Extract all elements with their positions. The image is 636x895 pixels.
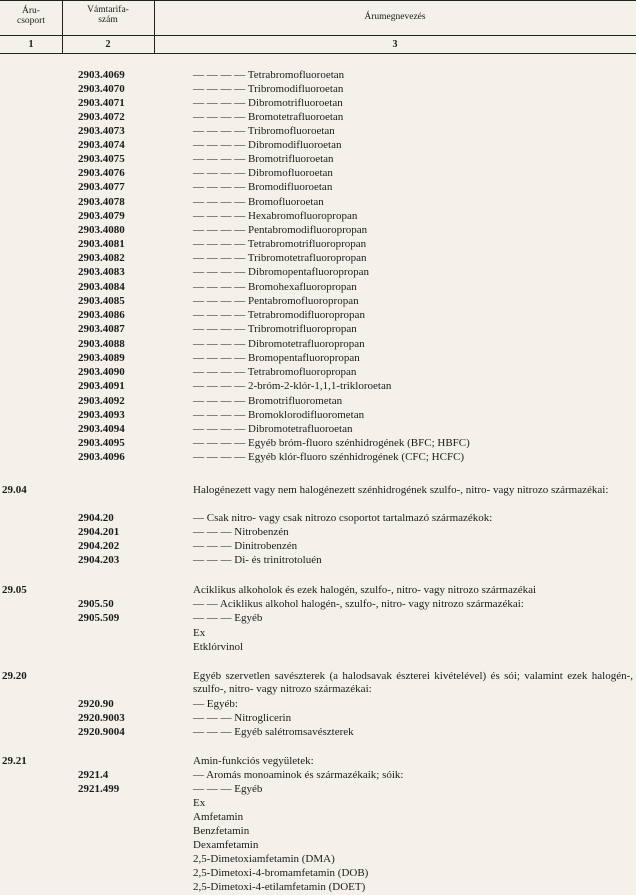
row-description: — — — Egyéb xyxy=(193,612,263,624)
row-description: — — — — Bromotetrafluoroetan xyxy=(193,111,344,123)
group-title: Aciklikus alkoholok és ezek halogén, szulfo-, nitro- vagy nitrozo származékai xyxy=(193,584,537,596)
row-description: — — — — Tribromodifluoroetan xyxy=(193,83,344,95)
row-code: 2903.4080 xyxy=(78,224,125,236)
row-description: — — — — Dibromotetrafluoropropan xyxy=(193,338,365,350)
row-code: 2903.4077 xyxy=(78,181,125,193)
row-code: 2903.4081 xyxy=(78,238,125,250)
header-mid-rule xyxy=(0,35,636,36)
row-description: — — — — Tetrabromofluoropropan xyxy=(193,366,357,378)
header-bottom-rule xyxy=(0,53,636,54)
row-code: 2903.4090 xyxy=(78,366,125,378)
group-number: 29.05 xyxy=(2,584,27,596)
group-number: 29.21 xyxy=(2,755,27,767)
row-code: 2903.4072 xyxy=(78,111,125,123)
row-description: — — — — Hexabromofluoropropan xyxy=(193,210,358,222)
header-top-rule xyxy=(0,0,636,1)
row-description: — — — — Egyéb bróm-fluoro szénhidrogének (BFC; HBFC) xyxy=(193,437,470,449)
header-num-1: 1 xyxy=(28,39,34,50)
row-code: 2903.4069 xyxy=(78,69,125,81)
row-description: — — — — Tribromotetrafluoropropan xyxy=(193,252,367,264)
substance-item: Amfetamin xyxy=(193,811,244,823)
row-description: — — — — Dibromodifluoroetan xyxy=(193,139,342,151)
substance-item: Dexamfetamin xyxy=(193,839,259,851)
row-code: 2921.499 xyxy=(78,783,120,795)
substance-item: 2,5-Dimetoxiamfetamin (DMA) xyxy=(193,853,335,865)
header-col-description: Árumegnevezés xyxy=(364,12,426,22)
row-code: 2903.4091 xyxy=(78,380,125,392)
row-description: — — — — Dibromofluoroetan xyxy=(193,167,333,179)
row-code: 2903.4093 xyxy=(78,409,125,421)
substance-item: 2,5-Dimetoxi-4-etilamfetamin (DOET) xyxy=(193,881,366,893)
row-code: 2920.9003 xyxy=(78,712,125,724)
row-code: 2903.4078 xyxy=(78,196,125,208)
row-code: 2905.50 xyxy=(78,598,114,610)
row-description: — — — — Bromofluoroetan xyxy=(193,196,324,208)
group-title: Egyéb szervetlen savészterek (a halodsavak észterei kivételével) és sói; valamint ezek halogén-, szulfo-, nitro- vagy nitrozo származékai: xyxy=(193,670,633,695)
row-description: — — — — Tribromotrifluoropropan xyxy=(193,323,357,335)
row-code: 2903.4089 xyxy=(78,352,125,364)
row-description: — — — — Bromotrifluoroetan xyxy=(193,153,334,165)
row-description: — — — — Tetrabromotrifluoropropan xyxy=(193,238,367,250)
header-col-code: Vámtarifa- szám xyxy=(87,5,129,25)
row-code: 2903.4082 xyxy=(78,252,125,264)
row-code: 2903.4076 xyxy=(78,167,125,179)
substance-item: Benzfetamin xyxy=(193,825,250,837)
row-code: 2903.4087 xyxy=(78,323,125,335)
row-code: 2904.203 xyxy=(78,554,120,566)
row-code: 2903.4096 xyxy=(78,451,125,463)
row-code: 2920.90 xyxy=(78,698,114,710)
row-description: — — — Egyéb xyxy=(193,783,263,795)
row-code: 2903.4085 xyxy=(78,295,125,307)
row-code: 2904.20 xyxy=(78,512,114,524)
group-number: 29.04 xyxy=(2,484,27,496)
row-description: — — — — Egyéb klór-fluoro szénhidrogének (CFC; HCFC) xyxy=(193,451,465,463)
substance-item: 2,5-Dimetoxi-4-bromamfetamin (DOB) xyxy=(193,867,369,879)
row-code: 2903.4084 xyxy=(78,281,125,293)
row-description: — Aromás monoaminok és származékaik; sóik: xyxy=(193,769,404,781)
substance-item: Etklórvinol xyxy=(193,641,244,653)
row-description: — — — — Dibromotrifluoroetan xyxy=(193,97,343,109)
row-description: — — — — 2-bróm-2-klór-1,1,1-trikloroetan xyxy=(193,380,392,392)
row-description: — — — Egyéb salétromsavészterek xyxy=(193,726,354,738)
row-code: 2903.4075 xyxy=(78,153,125,165)
row-description: — — — Nitrobenzén xyxy=(193,526,289,538)
row-code: 2905.509 xyxy=(78,612,120,624)
row-description: — Egyéb: xyxy=(193,698,238,710)
row-description: — — — — Bromodifluoroetan xyxy=(193,181,333,193)
row-description: — — — — Tribromofluoroetan xyxy=(193,125,335,137)
row-code: 2904.202 xyxy=(78,540,120,552)
row-code: 2903.4095 xyxy=(78,437,125,449)
group-title: Amin-funkciós vegyületek: xyxy=(193,755,314,767)
row-description: — — — — Dibromopentafluoropropan xyxy=(193,266,369,278)
row-description: — — — — Bromopentafluoropropan xyxy=(193,352,360,364)
ex-marker: Ex xyxy=(193,797,206,809)
group-title: Halogénezett vagy nem halogénezett szénhidrogének szulfo-, nitro- vagy nitrozo származékai: xyxy=(193,484,609,496)
row-code: 2904.201 xyxy=(78,526,120,538)
group-number: 29.20 xyxy=(2,670,27,682)
row-description: — — Aciklikus alkohol halogén-, szulfo-, nitro- vagy nitrozo származékai: xyxy=(193,598,524,610)
row-code: 2903.4073 xyxy=(78,125,125,137)
row-description: — — — — Dibromotetrafluoroetan xyxy=(193,423,353,435)
row-description: — — — — Tetrabromofluoroetan xyxy=(193,69,345,81)
row-code: 2921.4 xyxy=(78,769,109,781)
ex-marker: Ex xyxy=(193,627,206,639)
header-num-2: 2 xyxy=(105,39,111,50)
row-description: — — — — Tetrabromodifluoropropan xyxy=(193,309,365,321)
row-description: — — — — Pentabromofluoropropan xyxy=(193,295,359,307)
row-description: — — — — Bromohexafluoropropan xyxy=(193,281,357,293)
header-col-group: Áru- csoport xyxy=(17,6,45,26)
row-code: 2903.4083 xyxy=(78,266,125,278)
row-description: — — — Dinitrobenzén xyxy=(193,540,298,552)
row-code: 2903.4088 xyxy=(78,338,125,350)
row-code: 2903.4074 xyxy=(78,139,125,151)
row-code: 2903.4079 xyxy=(78,210,125,222)
row-code: 2903.4071 xyxy=(78,97,125,109)
row-description: — Csak nitro- vagy csak nitrozo csoportot tartalmazó származékok: xyxy=(193,512,493,524)
row-code: 2920.9004 xyxy=(78,726,125,738)
row-code: 2903.4094 xyxy=(78,423,125,435)
row-code: 2903.4086 xyxy=(78,309,125,321)
row-code: 2903.4092 xyxy=(78,395,125,407)
row-description: — — — — Bromotrifluorometan xyxy=(193,395,343,407)
row-description: — — — — Bromoklorodifluorometan xyxy=(193,409,365,421)
row-code: 2903.4070 xyxy=(78,83,125,95)
row-description: — — — — Pentabromodifluoropropan xyxy=(193,224,368,236)
row-description: — — — Di- és trinitrotoluén xyxy=(193,554,322,566)
row-description: — — — Nitroglicerin xyxy=(193,712,292,724)
header-num-3: 3 xyxy=(392,39,398,50)
